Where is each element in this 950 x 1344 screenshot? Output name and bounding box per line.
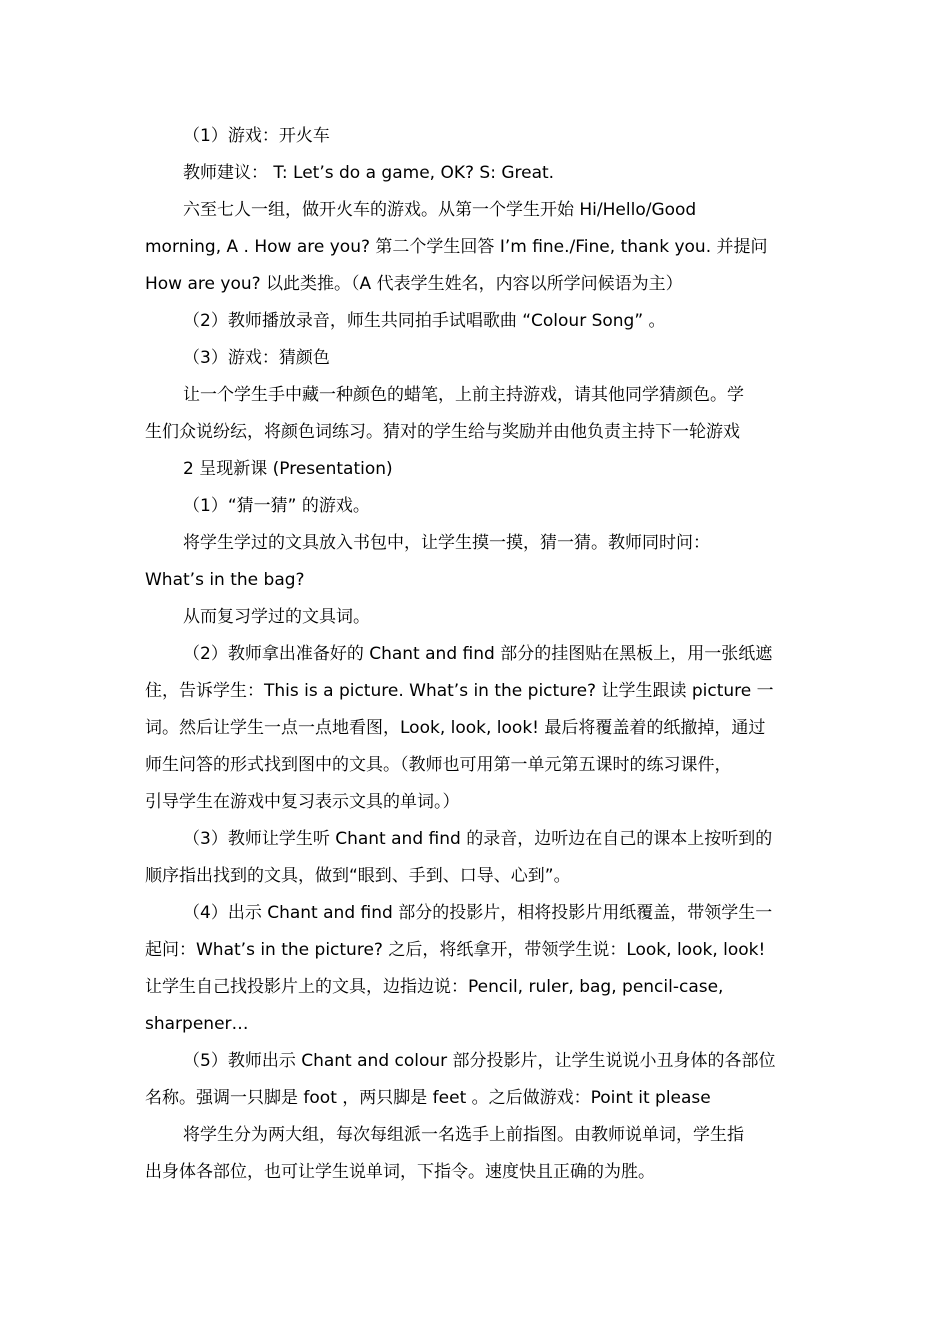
text-line: 将学生学过的文具放入书包中，让学生摸一摸，猜一猜。教师同时问： (183, 533, 710, 553)
text-line: 从而复习学过的文具词。 (183, 607, 370, 627)
text-line: What’s in the bag? (145, 570, 305, 590)
text-line: morning, A . How are you? 第二个学生回答 I’m fine./Fine, thank you. 并提问 (145, 237, 768, 257)
text-line: 将学生分为两大组，每次每组派一名选手上前指图。由教师说单词，学生指 (183, 1125, 744, 1145)
text-line: sharpener… (145, 1014, 249, 1034)
text-line: （2）教师拿出准备好的 Chant and find 部分的挂图贴在黑板上，用一张纸遮 (183, 644, 773, 664)
text-line: 起问：What’s in the picture? 之后，将纸拿开，带领学生说：Look, look, look! (145, 940, 766, 960)
text-line: （1）游戏：开火车 (183, 126, 330, 146)
section-heading: 2 呈现新课 (Presentation) (183, 459, 393, 479)
document-body (145, 118, 810, 1191)
text-line: 生们众说纷纭，将颜色词练习。猜对的学生给与奖励并由他负责主持下一轮游戏 (145, 422, 740, 442)
text-line: 住，告诉学生：This is a picture. What’s in the picture? 让学生跟读 picture 一 (145, 681, 774, 701)
text-line: 名称。强调一只脚是 foot ，两只脚是 feet 。之后做游戏：Point it please (145, 1088, 711, 1108)
text-line: 教师建议： T: Let’s do a game, OK? S: Great. (183, 163, 555, 183)
text-line: （5）教师出示 Chant and colour 部分投影片，让学生说说小丑身体的各部位 (183, 1051, 776, 1071)
text-line: （4）出示 Chant and find 部分的投影片，相将投影片用纸覆盖，带领学生一 (183, 903, 773, 923)
text-line: （3）游戏：猜颜色 (183, 348, 330, 368)
text-line: 师生问答的形式找到图中的文具。（教师也可用第一单元第五课时的练习课件， (145, 755, 732, 775)
text-line: How are you? 以此类推。（A 代表学生姓名，内容以所学问候语为主） (145, 274, 683, 294)
text-line: 让一个学生手中藏一种颜色的蜡笔，上前主持游戏，请其他同学猜颜色。学 (183, 385, 744, 405)
text-line: 出身体各部位，也可让学生说单词，下指令。速度快且正确的为胜。 (145, 1162, 655, 1182)
text-line: 词。然后让学生一点一点地看图，Look, look, look! 最后将覆盖着的纸撤掉，通过 (145, 718, 766, 738)
text-line: 引导学生在游戏中复习表示文具的单词。） (145, 792, 460, 812)
text-line: （2）教师播放录音，师生共同拍手试唱歌曲 “Colour Song” 。 (183, 311, 666, 331)
text-line: 六至七人一组，做开火车的游戏。从第一个学生开始 Hi/Hello/Good (183, 200, 697, 220)
text-line: 顺序指出找到的文具，做到“眼到、手到、口导、心到”。 (145, 866, 571, 886)
text-line: （3）教师让学生听 Chant and find 的录音，边听边在自己的课本上按听到的 (183, 829, 773, 849)
text-line: （1）“猜一猜” 的游戏。 (183, 496, 370, 516)
text-line: 让学生自己找投影片上的文具，边指边说：Pencil, ruler, bag, pencil-case, (145, 977, 724, 997)
